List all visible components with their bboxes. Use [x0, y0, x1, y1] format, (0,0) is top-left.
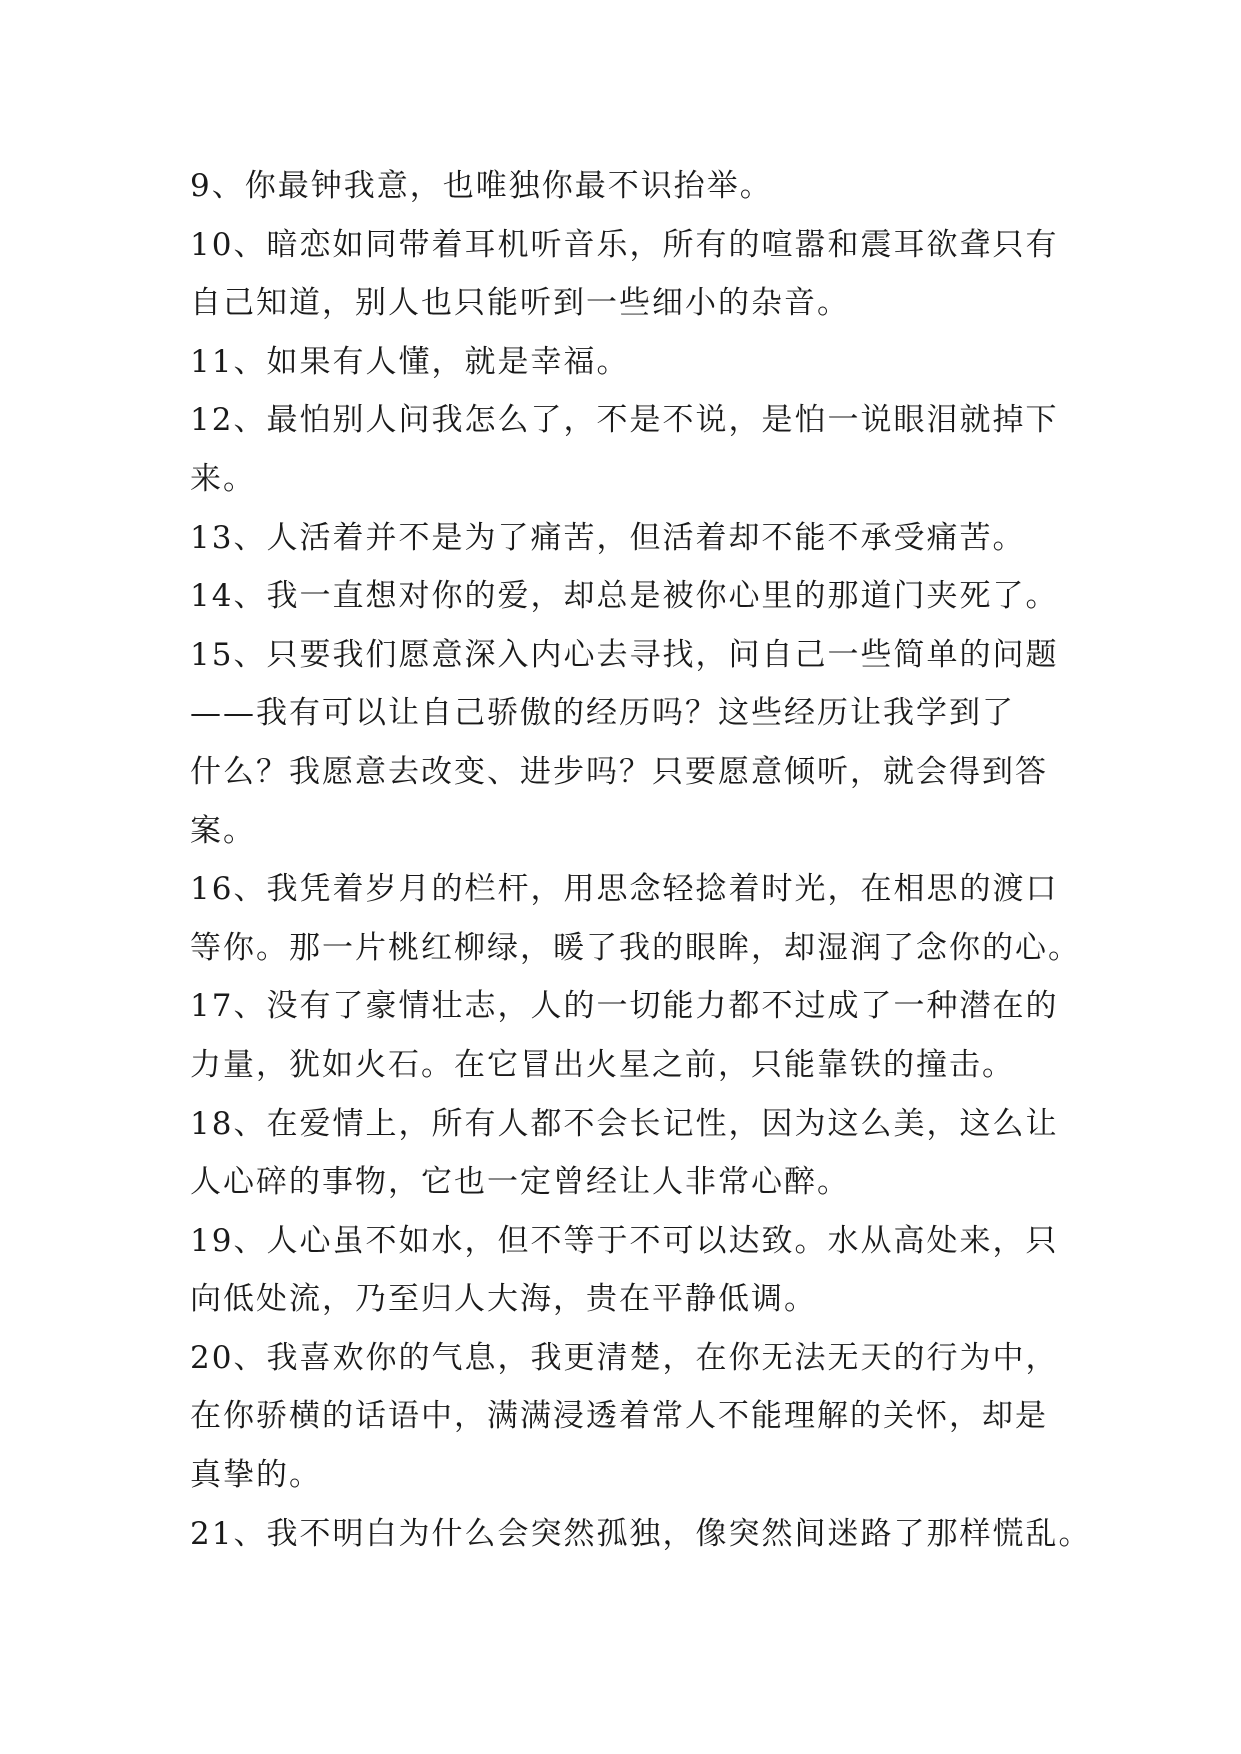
document-body [190, 157, 1092, 1563]
text-line: 什么？我愿意去改变、进步吗？只要愿意倾听，就会得到答 [190, 753, 1048, 790]
text-line: 10、暗恋如同带着耳机听音乐，所有的喧嚣和震耳欲聋只有 [190, 226, 1059, 263]
text-line: 等你。那一片桃红柳绿，暖了我的眼眸，却湿润了念你的心。 [190, 929, 1081, 966]
text-line: 19、人心虽不如水，但不等于不可以达致。水从高处来，只 [190, 1222, 1059, 1259]
text-line: 21、我不明白为什么会突然孤独，像突然间迷路了那样慌乱。 [190, 1515, 1092, 1552]
text-line: 11、如果有人懂，就是幸福。 [190, 343, 630, 380]
text-line: 18、在爱情上，所有人都不会长记性，因为这么美，这么让 [190, 1105, 1059, 1142]
text-line: 在你骄横的话语中，满满浸透着常人不能理解的关怀，却是 [190, 1398, 1048, 1435]
text-line: ——我有可以让自己骄傲的经历吗？这些经历让我学到了 [190, 695, 1015, 732]
text-line: 自己知道，别人也只能听到一些细小的杂音。 [190, 285, 850, 322]
text-line: 13、人活着并不是为了痛苦，但活着却不能不承受痛苦。 [190, 519, 1026, 556]
text-line: 16、我凭着岁月的栏杆，用思念轻捻着时光，在相思的渡口 [190, 871, 1059, 908]
text-line: 案。 [190, 812, 256, 849]
text-line: 12、最怕别人问我怎么了，不是不说，是怕一说眼泪就掉下 [190, 402, 1059, 439]
text-line: 9、你最钟我意，也唯独你最不识抬举。 [190, 168, 773, 204]
text-line: 力量，犹如火石。在它冒出火星之前，只能靠铁的撞击。 [190, 1046, 1015, 1083]
text-line: 人心碎的事物，它也一定曾经让人非常心醉。 [190, 1164, 850, 1201]
text-line: 真挚的。 [190, 1457, 322, 1494]
text-line: 14、我一直想对你的爱，却总是被你心里的那道门夹死了。 [190, 578, 1059, 615]
text-line: 15、只要我们愿意深入内心去寻找，问自己一些简单的问题 [190, 636, 1059, 673]
text-line: 17、没有了豪情壮志，人的一切能力都不过成了一种潜在的 [190, 988, 1059, 1025]
text-line: 来。 [190, 460, 256, 497]
text-line: 20、我喜欢你的气息，我更清楚，在你无法无天的行为中， [190, 1339, 1059, 1376]
text-line: 向低处流，乃至归人大海，贵在平静低调。 [190, 1281, 817, 1318]
